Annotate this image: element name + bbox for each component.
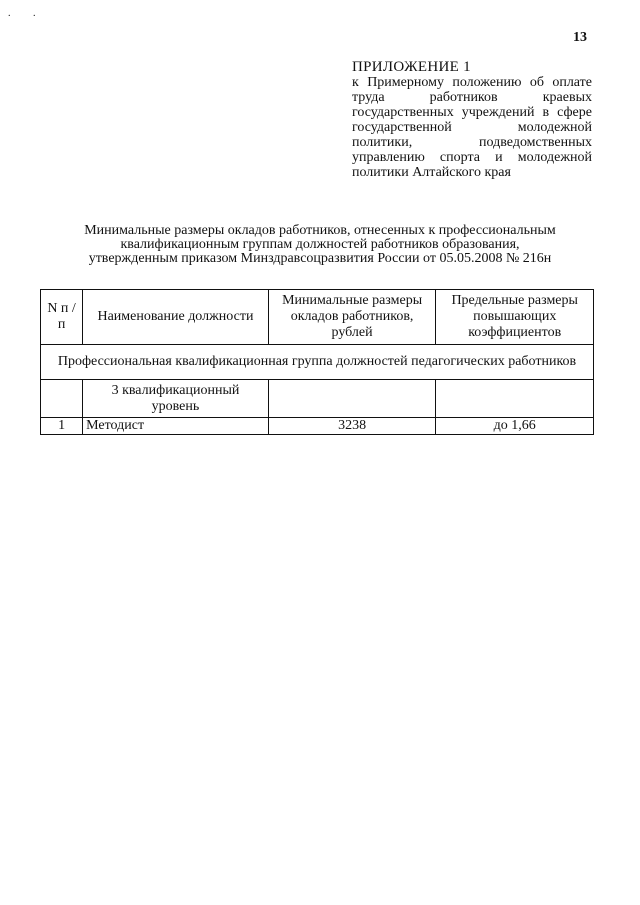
table-header-row: [41, 290, 594, 345]
page-number: 13: [573, 30, 587, 45]
document-heading: Минимальные размеры окладов работников, отнесенных к профессиональным квалификационным группам должностей работников образования, утвержденным приказом Минздравсоцразвития России от 05.05.2008 № 216н: [84, 223, 556, 266]
level-row: [41, 380, 594, 418]
row-salary: 3238: [268, 418, 436, 435]
qualification-level: 3 квалификационный уровень: [83, 380, 269, 418]
header-min-salary: Минимальные размеры окладов работников, рублей: [268, 290, 436, 345]
header-position-name: Наименование должности: [83, 290, 269, 345]
salary-table: [40, 289, 594, 435]
row-number: 1: [41, 418, 83, 435]
qualification-group-title: Профессиональная квалификационная группа должностей педагогических работников: [41, 345, 594, 380]
appendix-note: [352, 60, 592, 180]
row-coefficient: до 1,66: [436, 418, 594, 435]
header-coefficients: Предельные размеры повышающих коэффициентов: [436, 290, 594, 345]
level-empty-number: [41, 380, 83, 418]
group-row: [41, 345, 594, 380]
appendix-title: ПРИЛОЖЕНИЕ 1: [352, 59, 471, 75]
table-row: [41, 418, 594, 435]
level-empty-coef: [436, 380, 594, 418]
row-position-name: Методист: [83, 418, 269, 435]
scan-marks: . .: [8, 8, 46, 19]
appendix-body: к Примерному положению об оплате труда работников краевых государственных учреждений в сфере государственной молодежной политики, подведомственных управлению спорта и молодежной политики Алтайского края: [352, 75, 592, 180]
header-number: N п /п: [41, 290, 83, 345]
level-empty-salary: [268, 380, 436, 418]
